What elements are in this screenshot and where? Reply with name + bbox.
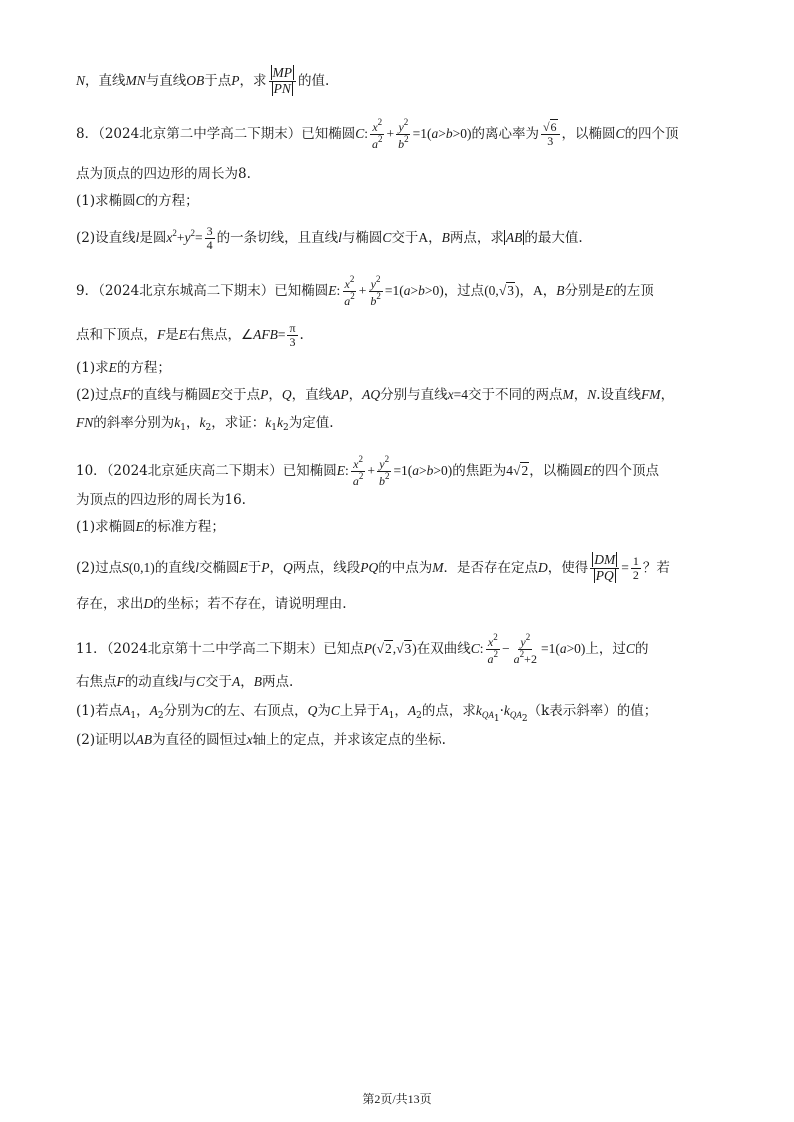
q10-stem-line2: 为顶点的四边形的周长为16. xyxy=(76,492,246,508)
q8-stem-line2: 点为顶点的四边形的周长为8. xyxy=(76,166,251,182)
q10-part1: (1)求椭圆E的标准方程； xyxy=(76,519,225,535)
q9-stem: 9．（2024北京东城高二下期末）已知椭圆E: $\frac{x^2}{a^2}$ + $\frac{y^2}{b^2}$ =1(a>b>0)，过点(0,√3)，A，B分别是E的左顶 xyxy=(76,274,654,309)
q11-part2: (2)证明以AB为直径的圆恒过x轴上的定点，并求该定点的坐标. xyxy=(76,732,446,748)
q7-tail: N，直线MN与直线OB于点P，求 $\frac{MP}{PN}$ 的值. xyxy=(76,65,330,96)
q9-part2: (2)过点F的直线与椭圆E交于点P，Q，直线AP，AQ分别与直线x=4交于不同的两点M，N.设直线FM， xyxy=(76,387,675,403)
q8-part1: (1)求椭圆C的方程； xyxy=(76,193,199,209)
q11-stem-line2: 右焦点F的动直线l与C交于A，B两点. xyxy=(76,674,294,690)
q9-stem-line2: 点和下顶点，F是E右焦点，∠AFB= $\frac{\pi}{3}$ . xyxy=(76,321,304,350)
q11-part1: (1)若点$A_1$，$A_2$分别为C的左、右顶点，Q为C上异于$A_1$，$A_2$的点，求$k_{QA_1}\cdot k_{QA_2}(k$表示斜率）的值； xyxy=(76,703,658,724)
q9-part1: (1)求E的方程； xyxy=(76,360,171,376)
q11-stem: 11．（2024北京第十二中学高二下期末）已知点P(√2,√3)在双曲线C: $\frac{x^2}{a^2}$ − $\frac{y^2}{a^2+2}$ =1(a>0)上，过C的 xyxy=(76,632,649,667)
q8-part2: (2)设直线l是圆$x^2+y^2=$ $\frac{3}{4}$ 的一条切线，且直线l与椭圆C交于A，B两点，求 AB 的最大值. xyxy=(76,224,583,253)
q9-part2-line2: FN的斜率分别为$k_1$，$k_2$，求证：$k_1k_2$为定值. xyxy=(76,415,334,433)
page-footer: 第2页/共13页 xyxy=(362,1092,432,1106)
q10-part2: (2)过点S(0,1)的直线l交椭圆E于P，Q两点，线段PQ的中点为M．是否存在定点D，使得 $\frac{DM}{PQ}$ = $\frac{1}{2}$ ？若 xyxy=(76,552,670,583)
q10-part2-line2: 存在，求出D的坐标；若不存在，请说明理由. xyxy=(76,596,347,612)
q10-stem: 10．（2024北京延庆高二下期末）已知椭圆E: $\frac{x^2}{a^2}$ + $\frac{y^2}{b^2}$ =1(a>b>0)的焦距为4√2，以椭圆E的四个顶点 xyxy=(76,454,659,489)
q8-stem: 8．（2024北京第二中学高二下期末）已知椭圆C: $\frac{x^2}{a^2}$ + $\frac{y^2}{b^2}$ =1(a>b>0)的离心率为 $\frac{√6}{3}$ ，以椭圆C的四个顶 xyxy=(76,117,679,152)
